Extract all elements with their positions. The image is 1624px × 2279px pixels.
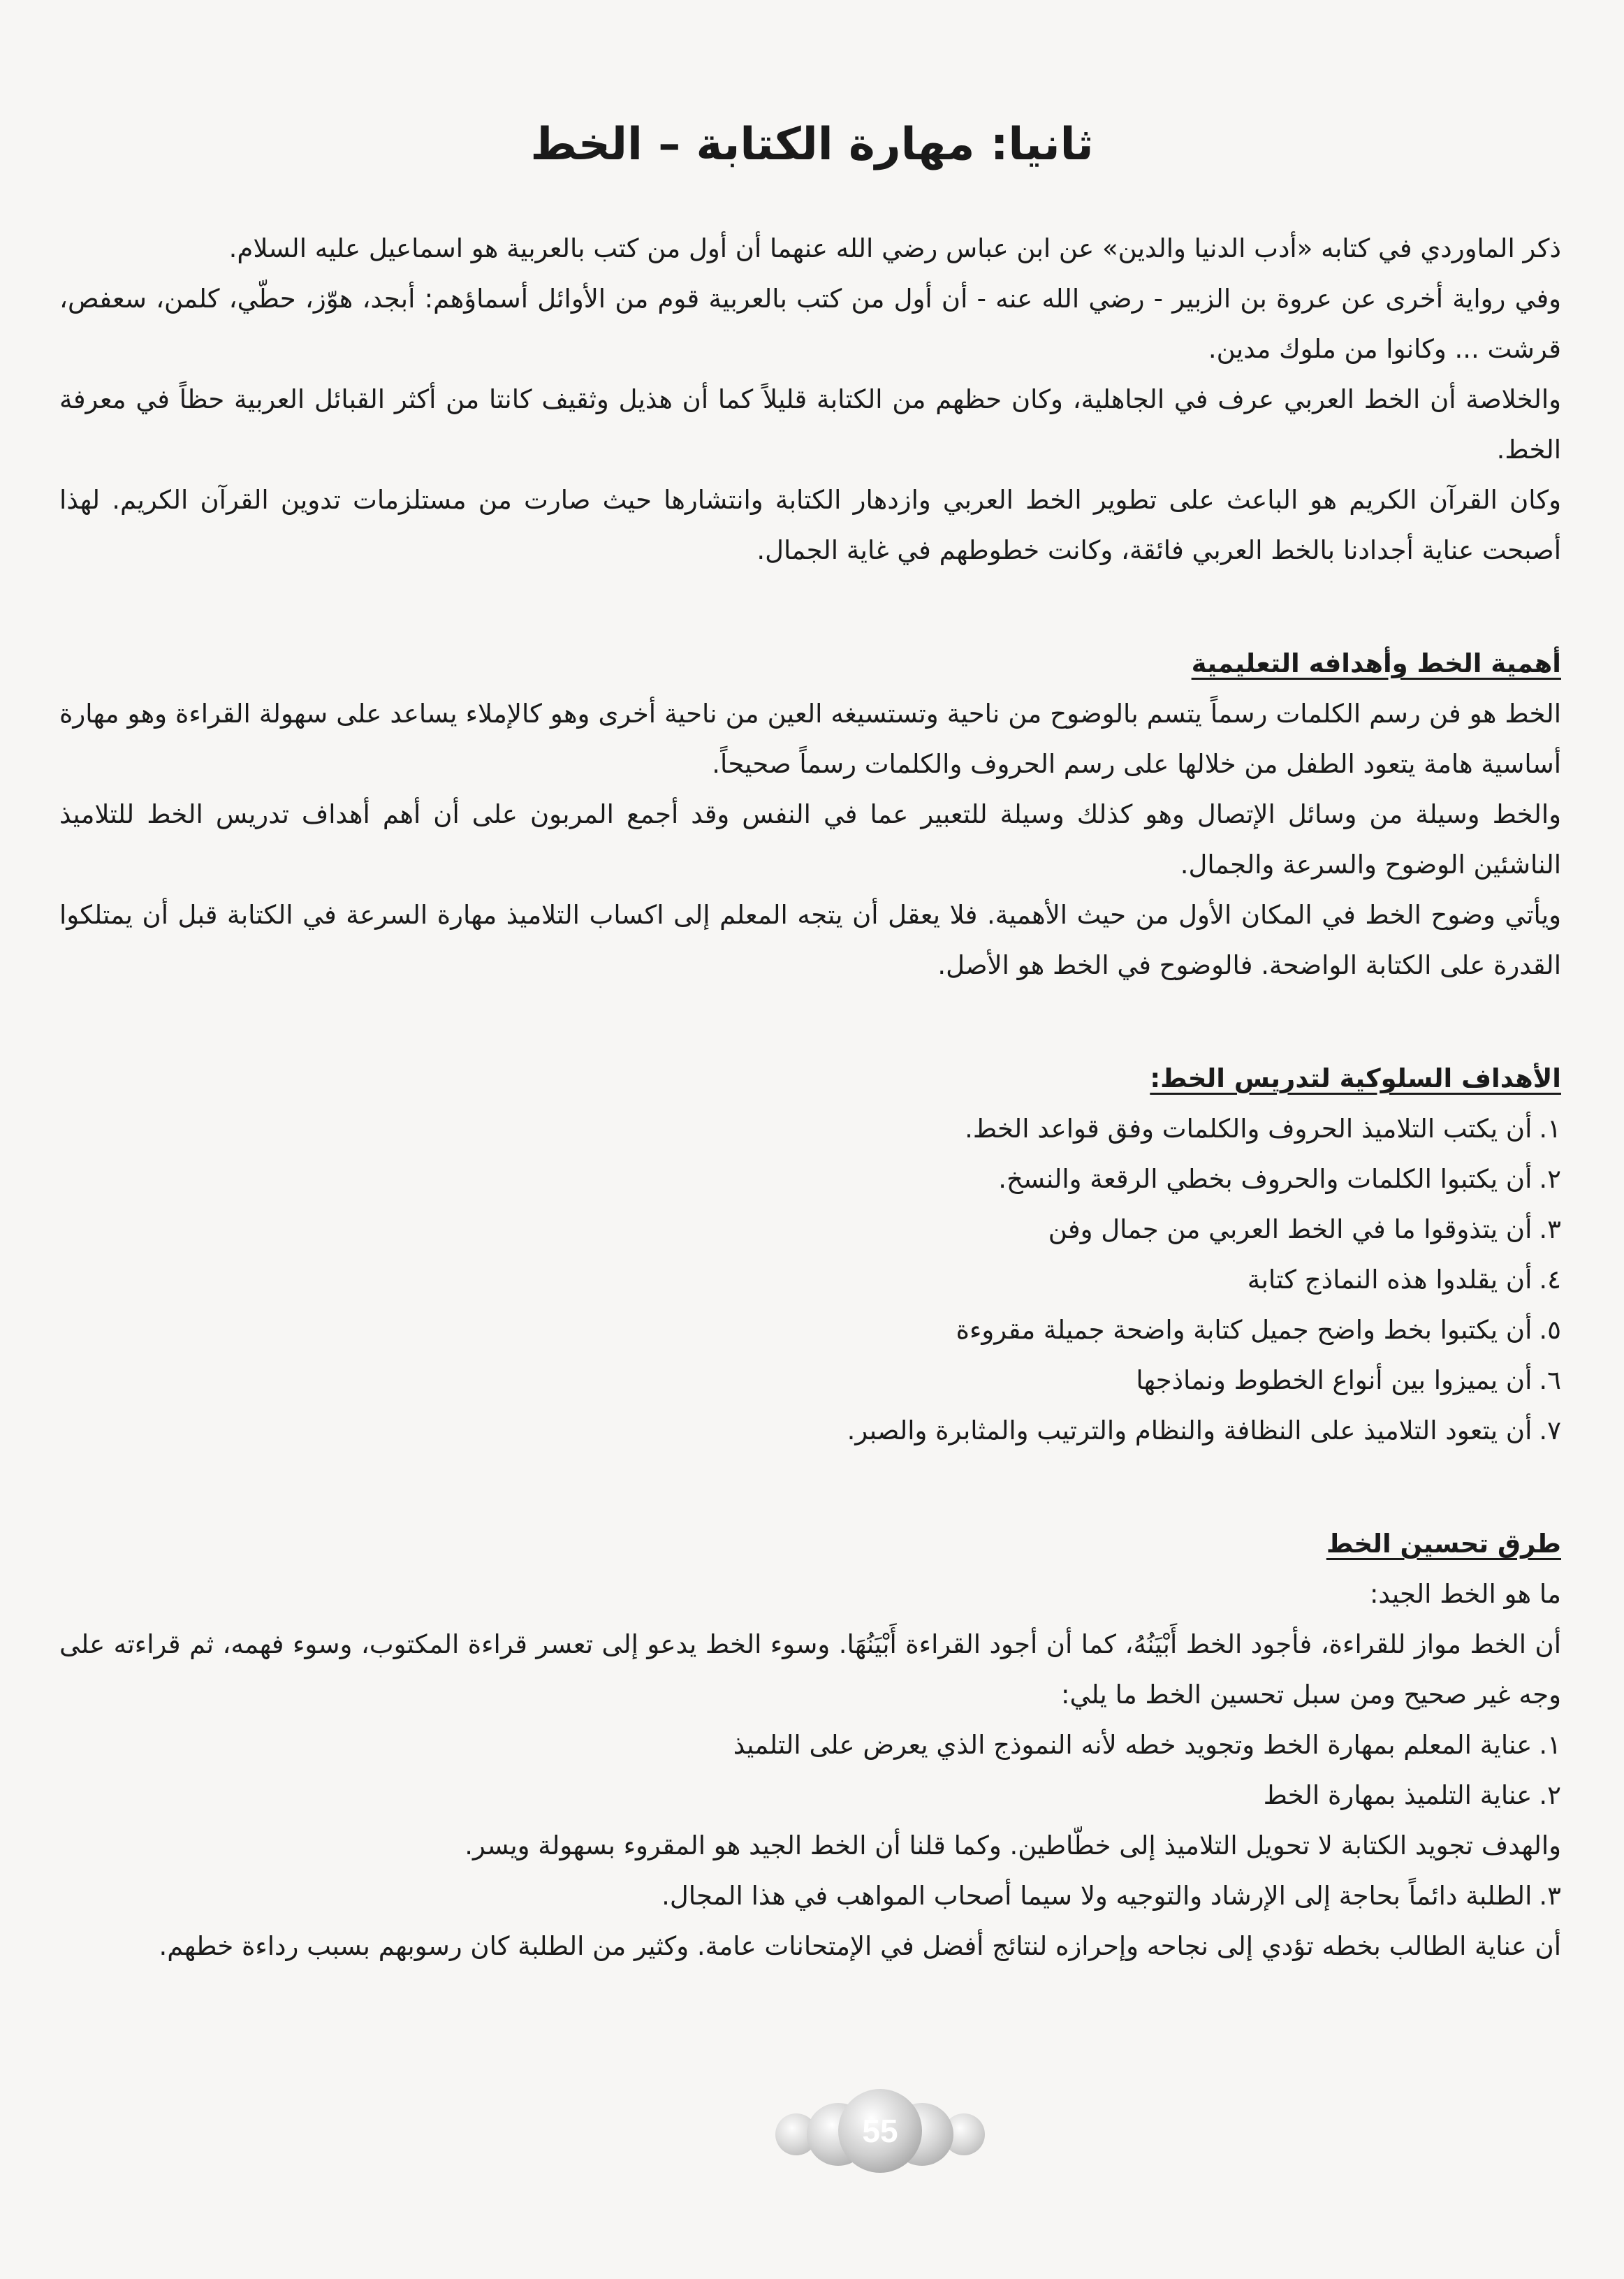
item-text: عناية التلميذ بمهارة الخط bbox=[1263, 1780, 1532, 1810]
item-number: ٧. bbox=[1539, 1415, 1561, 1446]
item-text: أن يميزوا بين أنواع الخطوط ونماذجها bbox=[1136, 1365, 1532, 1395]
objectives-list bbox=[59, 1104, 1561, 1456]
list-item bbox=[59, 1104, 1561, 1154]
improvement-heading: طرق تحسين الخط bbox=[1326, 1529, 1561, 1559]
item-number: ١. bbox=[1539, 1114, 1561, 1144]
item-number: ٢. bbox=[1539, 1164, 1561, 1194]
intro-paragraph: وفي رواية أخرى عن عروة بن الزبير - رضي الله عنه - أن أول من كتب بالعربية قوم من الأوائل أسماؤهم: أبجد، هوّز، حطّي، كلمن، سعفص، قرشت ... وكانوا من ملوك مدين. bbox=[59, 284, 1561, 364]
item-number: ٥. bbox=[1539, 1315, 1561, 1345]
item-text: أن يكتبوا الكلمات والحروف بخطي الرقعة والنسخ. bbox=[998, 1164, 1532, 1194]
list-item bbox=[59, 1720, 1561, 1770]
intro-paragraph: والخلاصة أن الخط العربي عرف في الجاهلية، وكان حظهم من الكتابة قليلاً كما أن هذيل وثقيف كانتا من أكثر القبائل العربية حظاً في معرفة الخط. bbox=[59, 384, 1561, 465]
list-item bbox=[59, 1355, 1561, 1406]
item-number: ٣. bbox=[1539, 1881, 1561, 1911]
improvement-paragraph: والهدف تجويد الكتابة لا تحويل التلاميذ إلى خطّاطين. وكما قلنا أن الخط الجيد هو المقروء بسهولة ويسر. bbox=[464, 1830, 1561, 1861]
item-text: أن يتعود التلاميذ على النظافة والنظام والترتيب والمثابرة والصبر. bbox=[847, 1415, 1532, 1446]
page-content bbox=[59, 224, 1561, 1972]
item-number: ٣. bbox=[1539, 1214, 1561, 1244]
intro-paragraph: وكان القرآن الكريم هو الباعث على تطوير الخط العربي وازدهار الكتابة وانتشارها حيث صارت من مستلزمات تدوين القرآن الكريم. لهذا أصبحت عناية أجدادنا بالخط العربي فائقة، وكانت خطوطهم في غاية الجمال. bbox=[59, 485, 1561, 565]
page-number: 55 bbox=[862, 2113, 898, 2149]
importance-paragraph: ويأتي وضوح الخط في المكان الأول من حيث الأهمية. فلا يعقل أن يتجه المعلم إلى اكساب التلاميذ مهارة السرعة في الكتابة قبل أن يمتلكوا القدرة على الكتابة الواضحة. فالوضوح في الخط هو الأصل. bbox=[59, 900, 1561, 980]
improvement-paragraph: أن عناية الطالب بخطه تؤدي إلى نجاحه وإحرازه لنتائج أفضل في الإمتحانات عامة. وكثير من الطلبة كان رسوبهم بسبب رداءة خطهم. bbox=[159, 1931, 1561, 1961]
objectives-heading: الأهداف السلوكية لتدريس الخط: bbox=[1150, 1063, 1561, 1093]
page-title: ثانيا: مهارة الكتابة – الخط bbox=[530, 119, 1094, 170]
item-text: عناية المعلم بمهارة الخط وتجويد خطه لأنه النموذج الذي يعرض على التلميذ bbox=[733, 1730, 1532, 1760]
list-item bbox=[59, 1255, 1561, 1305]
improvement-paragraph: أن الخط مواز للقراءة، فأجود الخط أَبْيَنُهُ، كما أن أجود القراءة أَبْيَنُهَا. وسوء الخط يدعو إلى تعسر قراءة المكتوب، وسوء فهمه، ثم قراءته على وجه غير صحيح ومن سبل تحسين الخط ما يلي: bbox=[59, 1629, 1561, 1710]
list-item bbox=[59, 1154, 1561, 1204]
item-text: أن يكتب التلاميذ الحروف والكلمات وفق قواعد الخط. bbox=[965, 1114, 1532, 1144]
list-item bbox=[59, 1406, 1561, 1456]
item-text: أن يكتبوا بخط واضح جميل كتابة واضحة جميلة مقروءة bbox=[956, 1315, 1532, 1345]
page-number-badge bbox=[775, 2089, 985, 2180]
item-number: ٦. bbox=[1539, 1365, 1561, 1395]
importance-paragraph: الخط هو فن رسم الكلمات رسماً يتسم بالوضوح من ناحية وتستسيغه العين من ناحية أخرى وهو كالإملاء يساعد على سهولة القراءة وهو مهارة أساسية هامة يتعود الطفل من خلالها على رسم الحروف والكلمات رسماً صحيحاً. bbox=[59, 699, 1561, 779]
list-item bbox=[59, 1770, 1561, 1821]
item-text: أن يتذوقوا ما في الخط العربي من جمال وفن bbox=[1048, 1214, 1532, 1244]
importance-paragraph: والخط وسيلة من وسائل الإتصال وهو كذلك وسيلة للتعبير عما في النفس وقد أجمع المربون على أن أهم أهداف تدريس الخط للتلاميذ الناشئين الوضوح والسرعة والجمال. bbox=[59, 799, 1561, 880]
list-item bbox=[59, 1871, 1561, 1921]
item-text: الطلبة دائماً بحاجة إلى الإرشاد والتوجيه ولا سيما أصحاب المواهب في هذا المجال. bbox=[661, 1881, 1532, 1911]
item-number: ٤. bbox=[1539, 1265, 1561, 1295]
list-item bbox=[59, 1305, 1561, 1355]
list-item bbox=[59, 1204, 1561, 1255]
item-number: ١. bbox=[1539, 1730, 1561, 1760]
item-text: أن يقلدوا هذه النماذج كتابة bbox=[1247, 1265, 1532, 1295]
improvement-subheading: ما هو الخط الجيد: bbox=[1369, 1579, 1561, 1609]
item-number: ٢. bbox=[1539, 1780, 1561, 1810]
intro-paragraph: ذكر الماوردي في كتابه «أدب الدنيا والدين» عن ابن عباس رضي الله عنهما أن أول من كتب بالعربية هو اسماعيل عليه السلام. bbox=[228, 233, 1561, 263]
importance-heading: أهمية الخط وأهدافه التعليمية bbox=[1191, 648, 1561, 678]
